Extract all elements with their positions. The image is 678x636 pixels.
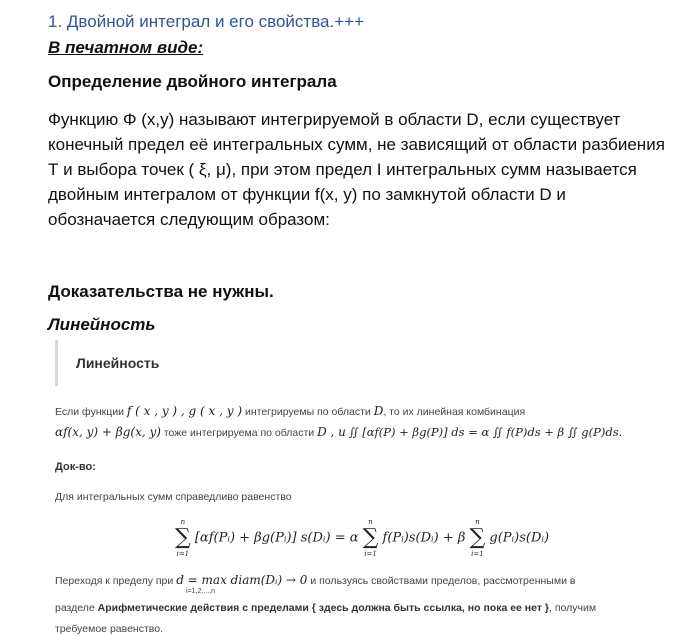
sum-formula-part: [αf(Pᵢ) + βg(Pᵢ)] s(Dᵢ) = α <box>194 530 359 546</box>
definition-line: Т и выбора точек ( ξ, μ), при этом предел I интегральных сумм называется <box>48 160 637 179</box>
statement-text: , то их линейная комбинация <box>383 406 526 418</box>
sum-symbol: n ∑ i=1 <box>469 518 486 558</box>
linearity-heading: Линейность <box>48 315 156 334</box>
quote-bar <box>55 340 58 386</box>
conclusion-line-2 <box>55 602 596 614</box>
statement-math: D <box>373 404 384 418</box>
statement-line-2 <box>55 425 622 439</box>
sum-formula-part: g(Pᵢ)s(Dᵢ) <box>489 530 550 546</box>
sum-symbol: n ∑ i=1 <box>362 518 379 558</box>
statement-text: Если функции <box>55 406 124 418</box>
page-title: 1. Двойной интеграл и его свойства.+++ <box>48 12 365 31</box>
proof-intro: Для интегральных сумм справедливо равенство <box>55 491 292 503</box>
statement-math: f ( x , y ) , g ( x , y ) <box>126 404 243 418</box>
definition-line: Функцию Φ (x,y) называют интегрируемой в области D, если существует <box>48 110 621 129</box>
statement-math: αf(x, y) + βg(x, y) <box>55 425 161 439</box>
definition-line: двойным интегралом от функции f(x, y) по замкнутой области D и <box>48 185 566 204</box>
linearity-box-title: Линейность <box>76 355 160 371</box>
conclusion-line-3: требуемое равенство. <box>55 623 163 635</box>
conclusion-text: разделе <box>55 602 95 614</box>
statement-text: интегрируемы по области <box>244 406 371 418</box>
conclusion-text: Переходя к пределу при <box>55 575 174 587</box>
conclusion-math: d = max diam(Dᵢ) → 0 <box>176 573 308 587</box>
sum-symbol: n ∑ i=1 <box>175 518 191 558</box>
conclusion-text: и пользуясь свойствами пределов, рассмотренными в <box>310 575 576 587</box>
conclusion-text: , получим <box>549 602 597 614</box>
max-subscript: i=1,2,...,n <box>186 588 215 595</box>
print-heading: В печатном виде: <box>48 38 204 57</box>
definition-line: конечный предел её интегральных сумм, не зависящий от области разбиения <box>48 135 665 154</box>
proof-label: Док-во: <box>55 461 96 473</box>
reference-link[interactable]: Арифметические действия с пределами { здесь должна быть ссылка, но пока ее нет } <box>97 602 549 614</box>
sum-formula <box>175 517 549 559</box>
definition-heading: Определение двойного интеграла <box>48 72 337 91</box>
conclusion-line-1 <box>55 573 575 587</box>
statement-line-1 <box>55 404 525 418</box>
definition-line: обозначается следующим образом: <box>48 210 330 229</box>
sum-formula-part: f(Pᵢ)s(Dᵢ) + β <box>382 530 466 546</box>
linearity-formula: ∬ [αf(P) + βg(P)] ds = α ∬ f(P)ds + β ∬ g(P)ds. <box>348 425 623 439</box>
statement-math: D , и <box>317 425 346 439</box>
proofs-note: Доказательства не нужны. <box>48 282 274 301</box>
statement-text: тоже интегрируема по области <box>163 427 315 439</box>
